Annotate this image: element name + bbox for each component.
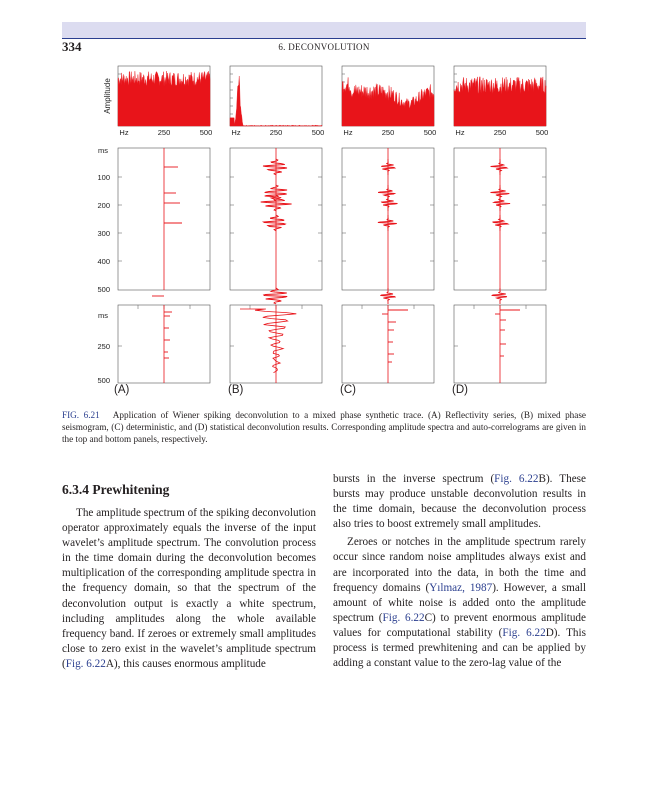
- freq-tick-label: Hz: [119, 128, 129, 137]
- freq-tick-label: 250: [381, 128, 395, 137]
- freq-tick-label: 500: [199, 128, 213, 137]
- lag-unit-label: ms: [98, 311, 108, 320]
- amplitude-axis-label: Amplitude: [103, 78, 112, 114]
- caption-label: FIG. 6.21: [62, 410, 100, 420]
- panel-letter-d: (D): [452, 384, 468, 396]
- running-head: 6. DECONVOLUTION: [278, 42, 370, 52]
- paragraph-text: The amplitude spectrum of the spiking deconvolution operator approximately equals the inverse of the input wavelet’s amplitude spectrum. The convolution process in the time domain during the deconvolution becomes multiplication of the corresponding amplitude spectra in the frequency domain, so that the spectrum of the deconvolution output is exactly a white spectrum, including amplitudes along the whole available frequency band. If zeroes or extremely small amplitudes close to zero exist in the wavelet’s amplitude spectrum (: [62, 507, 316, 670]
- figure-reference-link[interactable]: Fig. 6.22: [382, 611, 425, 624]
- wavelet-trace: [378, 185, 395, 201]
- time-tick-label: 200: [97, 201, 110, 210]
- spectrum-trace: [118, 71, 210, 126]
- time-tick-label: 500: [97, 285, 110, 294]
- lag-tick-label: 500: [97, 376, 110, 385]
- wavelet-trace: [492, 288, 506, 304]
- section-heading: 6.3.4 Prewhitening: [62, 482, 170, 497]
- paragraph-text: D). This process is termed prewhitening and can be applied by adding a constant value to the zero-lag value of the: [333, 626, 586, 670]
- paragraph-text: Zeroes or notches in the amplitude spectrum rarely occur since random noise amplitudes always exist and are incorporated into the data, in both the time and frequency domains (: [333, 536, 586, 594]
- panel-letter-c: (C): [340, 384, 356, 396]
- freq-tick-label: 500: [311, 128, 325, 137]
- wavelet-trace: [261, 195, 292, 211]
- wavelet-trace: [493, 215, 508, 231]
- wavelet-trace: [264, 288, 288, 304]
- freq-tick-label: Hz: [343, 128, 353, 137]
- spectrum-trace: [230, 76, 322, 126]
- wavelet-trace: [263, 159, 287, 175]
- wavelet-trace: [382, 195, 398, 211]
- figure-reference-link[interactable]: Fig. 6.22: [494, 473, 539, 485]
- figure-reference-link[interactable]: Fig. 6.22: [65, 657, 106, 670]
- caption-text: Application of Wiener spiking deconvolution to a mixed phase synthetic trace. (A) Reflectivity series, (B) mixed phase seismogram, (C) deterministic, and (D) statistical deconvolution results. Corresponding amplitude spectra and auto-correlograms are given in the top and bottom panels, respectively.: [62, 410, 586, 444]
- spectrum-trace: [454, 77, 546, 126]
- body-column-left: [62, 506, 316, 672]
- figure-reference-link[interactable]: Fig. 6.22: [502, 626, 546, 639]
- lag-tick-label: 250: [97, 342, 110, 351]
- paragraph: [333, 472, 586, 532]
- time-tick-label: 300: [97, 229, 110, 238]
- panel-letter-a: (A): [114, 384, 130, 396]
- spectrum-trace: [342, 77, 434, 126]
- paragraph-text: A), this causes enormous amplitude: [105, 657, 266, 670]
- paragraph-text: C) to prevent enormous amplitude values for computational stability (: [333, 611, 586, 639]
- paragraph-text: bursts in the inverse spectrum (: [333, 473, 495, 485]
- wavelet-trace: [378, 215, 397, 231]
- wavelet-trace: [380, 288, 395, 304]
- panel-letter-b: (B): [228, 384, 244, 396]
- page-number: 334: [62, 39, 82, 54]
- freq-tick-label: 500: [535, 128, 549, 137]
- wavelet-trace: [491, 159, 507, 175]
- paragraph: [333, 535, 586, 671]
- freq-tick-label: 250: [493, 128, 507, 137]
- time-tick-label: 100: [97, 173, 110, 182]
- citation-link[interactable]: Yılmaz, 1987: [429, 581, 493, 594]
- autocorrelation-trace: [240, 309, 296, 373]
- paragraph-text: B). These bursts may produce unstable deconvolution results in the time domain, because the deconvolution process also tries to boost extremely small amplitudes.: [333, 473, 586, 531]
- wavelet-trace: [494, 195, 510, 211]
- paragraph-text: ). However, a small amount of white noise is added onto the amplitude spectrum (: [333, 581, 587, 624]
- freq-tick-label: 500: [423, 128, 437, 137]
- spectrum-frame: [230, 66, 322, 126]
- wavelet-trace: [382, 159, 395, 175]
- time-tick-label: 400: [97, 257, 110, 266]
- wavelet-trace: [264, 215, 286, 231]
- freq-tick-label: Hz: [231, 128, 241, 137]
- time-unit-label: ms: [98, 146, 108, 155]
- freq-tick-label: 250: [157, 128, 171, 137]
- figure-caption: [62, 409, 586, 445]
- body-column-right: [333, 472, 586, 671]
- freq-tick-label: Hz: [455, 128, 465, 137]
- paragraph: [62, 506, 316, 672]
- freq-tick-label: 250: [269, 128, 283, 137]
